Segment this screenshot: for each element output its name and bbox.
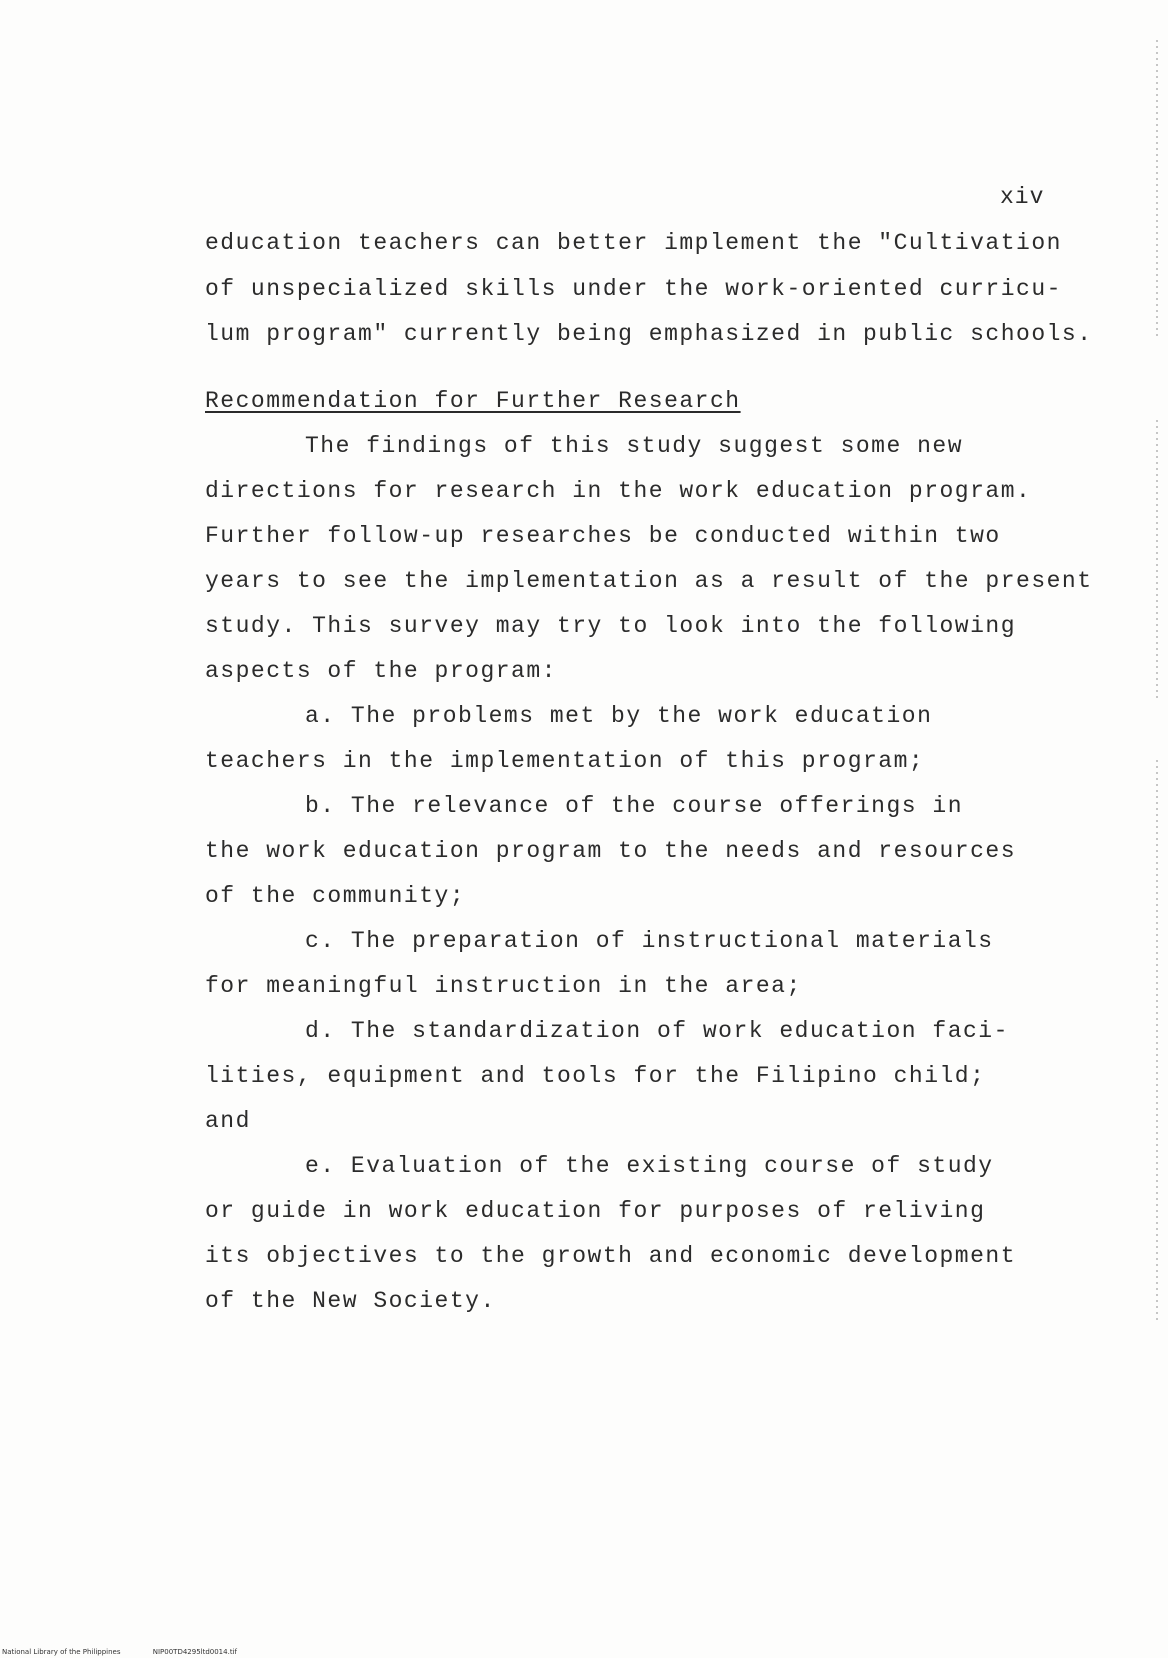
list-item-e-cont: or guide in work education for purposes of reliving <box>205 1198 986 1224</box>
paragraph-line: directions for research in the work education program. <box>205 478 1032 504</box>
list-item-c: c. The preparation of instructional materials <box>305 928 994 954</box>
list-item-a: a. The problems met by the work education <box>305 703 933 729</box>
text-line: of unspecialized skills under the work-oriented curricu- <box>205 276 1062 302</box>
text-line: lum program" currently being emphasized in public schools. <box>205 321 1093 347</box>
list-item-a-cont: teachers in the implementation of this program; <box>205 748 925 774</box>
footer-file-id: NIP00TD4295ltd0014.tif <box>152 1648 237 1656</box>
list-item-b-cont: of the community; <box>205 883 466 909</box>
list-item-e: e. Evaluation of the existing course of study <box>305 1153 994 1179</box>
paragraph-line: The findings of this study suggest some new <box>305 433 963 459</box>
footer-library: National Library of the Philippines <box>2 1648 121 1656</box>
list-item-d-cont: and <box>205 1108 251 1134</box>
list-item-b: b. The relevance of the course offerings in <box>305 793 963 819</box>
list-item-e-cont: of the New Society. <box>205 1288 496 1314</box>
list-item-e-cont: its objectives to the growth and economic development <box>205 1243 1017 1269</box>
scan-footer <box>2 1648 267 1656</box>
scan-edge-mark <box>1156 420 1158 700</box>
list-item-d-cont: lities, equipment and tools for the Filipino child; <box>205 1063 986 1089</box>
list-item-d: d. The standardization of work education faci- <box>305 1018 1009 1044</box>
scan-edge-mark <box>1156 40 1158 340</box>
scan-edge-mark <box>1156 760 1158 1320</box>
section-heading: Recommendation for Further Research <box>205 388 741 414</box>
list-item-c-cont: for meaningful instruction in the area; <box>205 973 802 999</box>
paragraph-line: study. This survey may try to look into the following <box>205 613 1017 639</box>
paragraph-line: years to see the implementation as a result of the present <box>205 568 1093 594</box>
paragraph-line: Further follow-up researches be conducted within two <box>205 523 1001 549</box>
paragraph-line: aspects of the program: <box>205 658 557 684</box>
list-item-b-cont: the work education program to the needs and resources <box>205 838 1017 864</box>
page-number: xiv <box>1000 184 1045 210</box>
text-line: education teachers can better implement the "Cultivation <box>205 230 1062 256</box>
